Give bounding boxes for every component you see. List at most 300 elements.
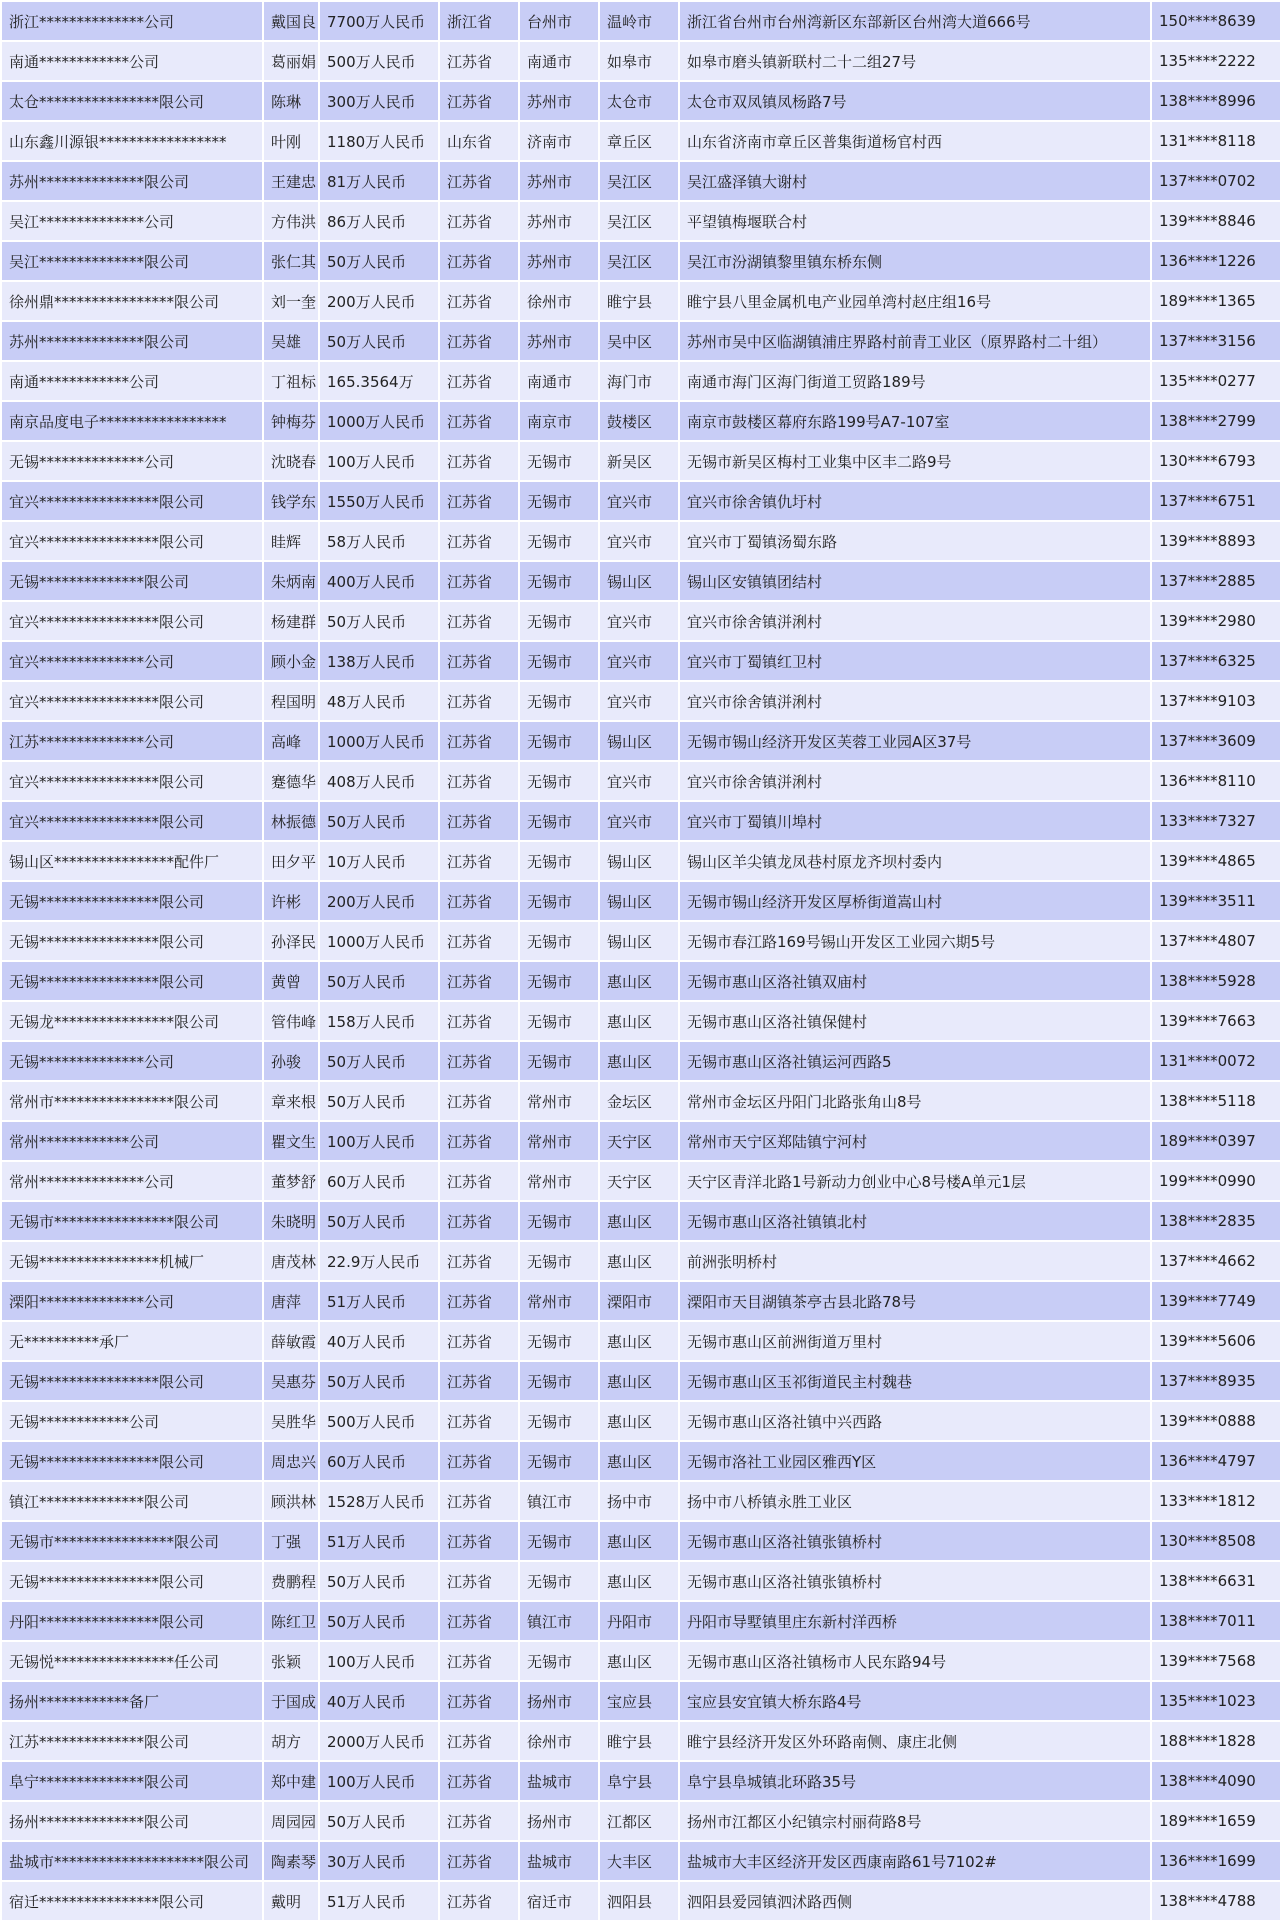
legal-rep-cell: 瞿文生 — [263, 1121, 319, 1161]
address-cell: 无锡市惠山区前洲街道万里村 — [679, 1321, 1151, 1361]
district-cell: 新吴区 — [599, 441, 679, 481]
address-cell: 天宁区青洋北路1号新动力创业中心8号楼A单元1层 — [679, 1161, 1151, 1201]
legal-rep-cell: 顾小金 — [263, 641, 319, 681]
legal-rep-cell: 钟梅芬 — [263, 401, 319, 441]
province-cell: 江苏省 — [439, 1081, 519, 1121]
city-cell: 盐城市 — [519, 1841, 599, 1881]
province-cell: 江苏省 — [439, 1241, 519, 1281]
table-row — [1, 241, 1280, 281]
table-row — [1, 1841, 1280, 1881]
table-body — [1, 1, 1280, 1920]
company-name-cell: 山东鑫川源银***************** — [1, 121, 263, 161]
registered-capital-cell: 50万人民币 — [319, 601, 439, 641]
company-name-cell: 宜兴****************限公司 — [1, 481, 263, 521]
address-cell: 宜兴市徐舍镇洴浰村 — [679, 601, 1151, 641]
province-cell: 江苏省 — [439, 41, 519, 81]
registered-capital-cell: 50万人民币 — [319, 1601, 439, 1641]
province-cell: 江苏省 — [439, 1881, 519, 1920]
company-name-cell: 无锡龙****************限公司 — [1, 1001, 263, 1041]
city-cell: 苏州市 — [519, 161, 599, 201]
address-cell: 南通市海门区海门街道工贸路189号 — [679, 361, 1151, 401]
registered-capital-cell: 50万人民币 — [319, 1081, 439, 1121]
company-name-cell: 宜兴**************公司 — [1, 641, 263, 681]
province-cell: 江苏省 — [439, 1201, 519, 1241]
district-cell: 宜兴市 — [599, 521, 679, 561]
phone-cell: 135****0277 — [1151, 361, 1280, 401]
district-cell: 惠山区 — [599, 1561, 679, 1601]
city-cell: 无锡市 — [519, 1521, 599, 1561]
city-cell: 常州市 — [519, 1281, 599, 1321]
city-cell: 徐州市 — [519, 281, 599, 321]
company-name-cell: 吴江**************公司 — [1, 201, 263, 241]
legal-rep-cell: 唐萍 — [263, 1281, 319, 1321]
registered-capital-cell: 1528万人民币 — [319, 1481, 439, 1521]
registered-capital-cell: 165.3564万 — [319, 361, 439, 401]
legal-rep-cell: 丁强 — [263, 1521, 319, 1561]
registered-capital-cell: 500万人民币 — [319, 41, 439, 81]
company-name-cell: 无锡****************限公司 — [1, 881, 263, 921]
registered-capital-cell: 60万人民币 — [319, 1441, 439, 1481]
district-cell: 大丰区 — [599, 1841, 679, 1881]
registered-capital-cell: 50万人民币 — [319, 1201, 439, 1241]
address-cell: 常州市金坛区丹阳门北路张角山8号 — [679, 1081, 1151, 1121]
phone-cell: 139****8893 — [1151, 521, 1280, 561]
registered-capital-cell: 408万人民币 — [319, 761, 439, 801]
legal-rep-cell: 沈晓春 — [263, 441, 319, 481]
registered-capital-cell: 51万人民币 — [319, 1521, 439, 1561]
phone-cell: 138****5928 — [1151, 961, 1280, 1001]
city-cell: 无锡市 — [519, 1001, 599, 1041]
phone-cell: 139****3511 — [1151, 881, 1280, 921]
province-cell: 江苏省 — [439, 1361, 519, 1401]
city-cell: 苏州市 — [519, 321, 599, 361]
company-name-cell: 无锡****************限公司 — [1, 1441, 263, 1481]
table-row — [1, 1361, 1280, 1401]
table-row — [1, 681, 1280, 721]
phone-cell: 150****8639 — [1151, 1, 1280, 41]
address-cell: 浙江省台州市台州湾新区东部新区台州湾大道666号 — [679, 1, 1151, 41]
legal-rep-cell: 朱炳南 — [263, 561, 319, 601]
district-cell: 惠山区 — [599, 1241, 679, 1281]
table-row — [1, 1761, 1280, 1801]
table-row — [1, 81, 1280, 121]
registered-capital-cell: 2000万人民币 — [319, 1721, 439, 1761]
district-cell: 章丘区 — [599, 121, 679, 161]
table-row — [1, 1081, 1280, 1121]
company-name-cell: 南通************公司 — [1, 361, 263, 401]
province-cell: 江苏省 — [439, 1281, 519, 1321]
table-row — [1, 121, 1280, 161]
company-name-cell: 无锡市****************限公司 — [1, 1521, 263, 1561]
phone-cell: 138****2799 — [1151, 401, 1280, 441]
city-cell: 无锡市 — [519, 1561, 599, 1601]
table-row — [1, 1721, 1280, 1761]
phone-cell: 139****5606 — [1151, 1321, 1280, 1361]
province-cell: 江苏省 — [439, 561, 519, 601]
province-cell: 江苏省 — [439, 1521, 519, 1561]
company-name-cell: 扬州************备厂 — [1, 1681, 263, 1721]
district-cell: 锡山区 — [599, 881, 679, 921]
table-row — [1, 1161, 1280, 1201]
registered-capital-cell: 51万人民币 — [319, 1881, 439, 1920]
registered-capital-cell: 1180万人民币 — [319, 121, 439, 161]
district-cell: 惠山区 — [599, 1441, 679, 1481]
company-name-cell: 江苏**************公司 — [1, 721, 263, 761]
company-name-cell: 无锡************公司 — [1, 1401, 263, 1441]
province-cell: 江苏省 — [439, 761, 519, 801]
city-cell: 无锡市 — [519, 601, 599, 641]
legal-rep-cell: 林振德 — [263, 801, 319, 841]
phone-cell: 131****0072 — [1151, 1041, 1280, 1081]
province-cell: 江苏省 — [439, 641, 519, 681]
phone-cell: 137****4662 — [1151, 1241, 1280, 1281]
district-cell: 锡山区 — [599, 721, 679, 761]
registered-capital-cell: 50万人民币 — [319, 321, 439, 361]
city-cell: 无锡市 — [519, 481, 599, 521]
registered-capital-cell: 58万人民币 — [319, 521, 439, 561]
address-cell: 太仓市双凤镇凤杨路7号 — [679, 81, 1151, 121]
registered-capital-cell: 1000万人民币 — [319, 921, 439, 961]
province-cell: 江苏省 — [439, 681, 519, 721]
company-name-cell: 无**********承厂 — [1, 1321, 263, 1361]
province-cell: 江苏省 — [439, 161, 519, 201]
province-cell: 江苏省 — [439, 361, 519, 401]
table-row — [1, 321, 1280, 361]
district-cell: 惠山区 — [599, 1321, 679, 1361]
registered-capital-cell: 100万人民币 — [319, 1641, 439, 1681]
legal-rep-cell: 蹇德华 — [263, 761, 319, 801]
phone-cell: 137****6751 — [1151, 481, 1280, 521]
legal-rep-cell: 陶素琴 — [263, 1841, 319, 1881]
registered-capital-cell: 200万人民币 — [319, 281, 439, 321]
province-cell: 江苏省 — [439, 1121, 519, 1161]
phone-cell: 139****4865 — [1151, 841, 1280, 881]
table-row — [1, 521, 1280, 561]
table-row — [1, 1041, 1280, 1081]
province-cell: 江苏省 — [439, 321, 519, 361]
city-cell: 无锡市 — [519, 1361, 599, 1401]
registered-capital-cell: 10万人民币 — [319, 841, 439, 881]
city-cell: 无锡市 — [519, 1321, 599, 1361]
company-name-cell: 吴江**************限公司 — [1, 241, 263, 281]
company-name-cell: 无锡****************限公司 — [1, 961, 263, 1001]
province-cell: 江苏省 — [439, 1481, 519, 1521]
registered-capital-cell: 138万人民币 — [319, 641, 439, 681]
phone-cell: 138****2835 — [1151, 1201, 1280, 1241]
address-cell: 宜兴市徐舍镇洴浰村 — [679, 761, 1151, 801]
table-row — [1, 1241, 1280, 1281]
table-row — [1, 921, 1280, 961]
registered-capital-cell: 100万人民币 — [319, 1761, 439, 1801]
address-cell: 常州市天宁区郑陆镇宁河村 — [679, 1121, 1151, 1161]
address-cell: 苏州市吴中区临湖镇浦庄界路村前青工业区（原界路村二十组） — [679, 321, 1151, 361]
company-name-cell: 宜兴****************限公司 — [1, 801, 263, 841]
company-name-cell: 太仓****************限公司 — [1, 81, 263, 121]
registered-capital-cell: 51万人民币 — [319, 1281, 439, 1321]
company-name-cell: 锡山区****************配件厂 — [1, 841, 263, 881]
company-name-cell: 无锡**************公司 — [1, 441, 263, 481]
address-cell: 盐城市大丰区经济开发区西康南路61号7102# — [679, 1841, 1151, 1881]
phone-cell: 139****7568 — [1151, 1641, 1280, 1681]
province-cell: 江苏省 — [439, 1001, 519, 1041]
phone-cell: 135****1023 — [1151, 1681, 1280, 1721]
district-cell: 宜兴市 — [599, 601, 679, 641]
company-name-cell: 浙江**************公司 — [1, 1, 263, 41]
address-cell: 无锡市新吴区梅村工业集中区丰二路9号 — [679, 441, 1151, 481]
legal-rep-cell: 张颖 — [263, 1641, 319, 1681]
registered-capital-cell: 50万人民币 — [319, 1041, 439, 1081]
phone-cell: 139****7663 — [1151, 1001, 1280, 1041]
address-cell: 宜兴市徐舍镇仇圩村 — [679, 481, 1151, 521]
registered-capital-cell: 100万人民币 — [319, 1121, 439, 1161]
city-cell: 无锡市 — [519, 1641, 599, 1681]
city-cell: 南通市 — [519, 361, 599, 401]
city-cell: 无锡市 — [519, 1401, 599, 1441]
province-cell: 江苏省 — [439, 721, 519, 761]
phone-cell: 189****0397 — [1151, 1121, 1280, 1161]
table-row — [1, 761, 1280, 801]
province-cell: 江苏省 — [439, 481, 519, 521]
company-name-cell: 无锡****************机械厂 — [1, 1241, 263, 1281]
province-cell: 江苏省 — [439, 1561, 519, 1601]
table-row — [1, 801, 1280, 841]
table-row — [1, 1521, 1280, 1561]
table-row — [1, 1601, 1280, 1641]
address-cell: 宝应县安宜镇大桥东路4号 — [679, 1681, 1151, 1721]
district-cell: 温岭市 — [599, 1, 679, 41]
address-cell: 南京市鼓楼区幕府东路199号A7-107室 — [679, 401, 1151, 441]
company-name-cell: 无锡市****************限公司 — [1, 1201, 263, 1241]
legal-rep-cell: 吴雄 — [263, 321, 319, 361]
legal-rep-cell: 戴国良 — [263, 1, 319, 41]
district-cell: 天宁区 — [599, 1161, 679, 1201]
district-cell: 吴江区 — [599, 201, 679, 241]
phone-cell: 136****8110 — [1151, 761, 1280, 801]
address-cell: 无锡市惠山区洛社镇运河西路5 — [679, 1041, 1151, 1081]
legal-rep-cell: 郑中建 — [263, 1761, 319, 1801]
district-cell: 惠山区 — [599, 1401, 679, 1441]
legal-rep-cell: 杨建群 — [263, 601, 319, 641]
district-cell: 睢宁县 — [599, 1721, 679, 1761]
province-cell: 江苏省 — [439, 801, 519, 841]
table-row — [1, 1281, 1280, 1321]
city-cell: 台州市 — [519, 1, 599, 41]
address-cell: 无锡市锡山经济开发区芙蓉工业园A区37号 — [679, 721, 1151, 761]
legal-rep-cell: 戴明 — [263, 1881, 319, 1920]
legal-rep-cell: 方伟洪 — [263, 201, 319, 241]
table-row — [1, 601, 1280, 641]
district-cell: 吴江区 — [599, 241, 679, 281]
city-cell: 苏州市 — [519, 201, 599, 241]
table-row — [1, 1001, 1280, 1041]
legal-rep-cell: 陈红卫 — [263, 1601, 319, 1641]
company-name-cell: 盐城市********************限公司 — [1, 1841, 263, 1881]
address-cell: 无锡市惠山区洛社镇保健村 — [679, 1001, 1151, 1041]
table-row — [1, 1881, 1280, 1920]
city-cell: 无锡市 — [519, 841, 599, 881]
city-cell: 南通市 — [519, 41, 599, 81]
phone-cell: 139****2980 — [1151, 601, 1280, 641]
company-name-cell: 常州**************公司 — [1, 1161, 263, 1201]
province-cell: 江苏省 — [439, 81, 519, 121]
legal-rep-cell: 于国成 — [263, 1681, 319, 1721]
registered-capital-cell: 86万人民币 — [319, 201, 439, 241]
province-cell: 江苏省 — [439, 281, 519, 321]
province-cell: 江苏省 — [439, 1441, 519, 1481]
phone-cell: 133****1812 — [1151, 1481, 1280, 1521]
district-cell: 宝应县 — [599, 1681, 679, 1721]
district-cell: 惠山区 — [599, 961, 679, 1001]
city-cell: 无锡市 — [519, 641, 599, 681]
city-cell: 无锡市 — [519, 441, 599, 481]
city-cell: 南京市 — [519, 401, 599, 441]
address-cell: 无锡市惠山区洛社镇张镇桥村 — [679, 1521, 1151, 1561]
legal-rep-cell: 吴惠芬 — [263, 1361, 319, 1401]
table-row — [1, 1641, 1280, 1681]
city-cell: 常州市 — [519, 1081, 599, 1121]
registered-capital-cell: 400万人民币 — [319, 561, 439, 601]
province-cell: 江苏省 — [439, 401, 519, 441]
phone-cell: 138****7011 — [1151, 1601, 1280, 1641]
city-cell: 无锡市 — [519, 1201, 599, 1241]
registered-capital-cell: 50万人民币 — [319, 801, 439, 841]
phone-cell: 138****4090 — [1151, 1761, 1280, 1801]
province-cell: 江苏省 — [439, 1721, 519, 1761]
legal-rep-cell: 朱晓明 — [263, 1201, 319, 1241]
district-cell: 太仓市 — [599, 81, 679, 121]
district-cell: 吴江区 — [599, 161, 679, 201]
city-cell: 镇江市 — [519, 1481, 599, 1521]
company-name-cell: 宜兴****************限公司 — [1, 681, 263, 721]
registered-capital-cell: 500万人民币 — [319, 1401, 439, 1441]
table-row — [1, 1321, 1280, 1361]
address-cell: 宜兴市丁蜀镇红卫村 — [679, 641, 1151, 681]
registered-capital-cell: 50万人民币 — [319, 241, 439, 281]
city-cell: 盐城市 — [519, 1761, 599, 1801]
phone-cell: 130****8508 — [1151, 1521, 1280, 1561]
district-cell: 阜宁县 — [599, 1761, 679, 1801]
city-cell: 济南市 — [519, 121, 599, 161]
district-cell: 溧阳市 — [599, 1281, 679, 1321]
address-cell: 宜兴市丁蜀镇川埠村 — [679, 801, 1151, 841]
address-cell: 无锡市惠山区洛社镇中兴西路 — [679, 1401, 1151, 1441]
legal-rep-cell: 薛敏霞 — [263, 1321, 319, 1361]
legal-rep-cell: 章来根 — [263, 1081, 319, 1121]
city-cell: 苏州市 — [519, 81, 599, 121]
registered-capital-cell: 81万人民币 — [319, 161, 439, 201]
province-cell: 江苏省 — [439, 881, 519, 921]
address-cell: 锡山区安镇镇团结村 — [679, 561, 1151, 601]
district-cell: 宜兴市 — [599, 681, 679, 721]
table-row — [1, 881, 1280, 921]
district-cell: 丹阳市 — [599, 1601, 679, 1641]
district-cell: 宜兴市 — [599, 481, 679, 521]
legal-rep-cell: 丁祖标 — [263, 361, 319, 401]
legal-rep-cell: 胡方 — [263, 1721, 319, 1761]
province-cell: 山东省 — [439, 121, 519, 161]
legal-rep-cell: 眭辉 — [263, 521, 319, 561]
city-cell: 无锡市 — [519, 921, 599, 961]
city-cell: 苏州市 — [519, 241, 599, 281]
table-row — [1, 961, 1280, 1001]
legal-rep-cell: 费鹏程 — [263, 1561, 319, 1601]
district-cell: 江都区 — [599, 1801, 679, 1841]
legal-rep-cell: 王建忠 — [263, 161, 319, 201]
district-cell: 泗阳县 — [599, 1881, 679, 1920]
address-cell: 阜宁县阜城镇北环路35号 — [679, 1761, 1151, 1801]
legal-rep-cell: 程国明 — [263, 681, 319, 721]
company-name-cell: 南京品度电子***************** — [1, 401, 263, 441]
company-name-cell: 无锡悦****************任公司 — [1, 1641, 263, 1681]
phone-cell: 133****7327 — [1151, 801, 1280, 841]
table-row — [1, 1, 1280, 41]
address-cell: 无锡市洛社工业园区雅西Y区 — [679, 1441, 1151, 1481]
city-cell: 无锡市 — [519, 561, 599, 601]
province-cell: 江苏省 — [439, 441, 519, 481]
province-cell: 江苏省 — [439, 201, 519, 241]
company-name-cell: 扬州**************限公司 — [1, 1801, 263, 1841]
registered-capital-cell: 1550万人民币 — [319, 481, 439, 521]
phone-cell: 199****0990 — [1151, 1161, 1280, 1201]
table-row — [1, 481, 1280, 521]
province-cell: 江苏省 — [439, 1321, 519, 1361]
province-cell: 江苏省 — [439, 241, 519, 281]
phone-cell: 138****8996 — [1151, 81, 1280, 121]
company-name-cell: 无锡**************公司 — [1, 1041, 263, 1081]
district-cell: 惠山区 — [599, 1361, 679, 1401]
address-cell: 宜兴市丁蜀镇汤蜀东路 — [679, 521, 1151, 561]
company-name-cell: 常州市****************限公司 — [1, 1081, 263, 1121]
company-name-cell: 无锡****************限公司 — [1, 921, 263, 961]
province-cell: 江苏省 — [439, 1401, 519, 1441]
city-cell: 无锡市 — [519, 881, 599, 921]
city-cell: 无锡市 — [519, 761, 599, 801]
phone-cell: 137****3609 — [1151, 721, 1280, 761]
legal-rep-cell: 叶刚 — [263, 121, 319, 161]
registered-capital-cell: 50万人民币 — [319, 1561, 439, 1601]
legal-rep-cell: 管伟峰 — [263, 1001, 319, 1041]
table-row — [1, 1201, 1280, 1241]
phone-cell: 188****1828 — [1151, 1721, 1280, 1761]
district-cell: 惠山区 — [599, 1641, 679, 1681]
city-cell: 宿迁市 — [519, 1881, 599, 1920]
address-cell: 无锡市惠山区洛社镇杨市人民东路94号 — [679, 1641, 1151, 1681]
phone-cell: 137****6325 — [1151, 641, 1280, 681]
registered-capital-cell: 50万人民币 — [319, 1801, 439, 1841]
province-cell: 江苏省 — [439, 1641, 519, 1681]
company-name-cell: 无锡****************限公司 — [1, 1561, 263, 1601]
phone-cell: 137****4807 — [1151, 921, 1280, 961]
address-cell: 无锡市惠山区玉祁街道民主村魏巷 — [679, 1361, 1151, 1401]
legal-rep-cell: 黄曾 — [263, 961, 319, 1001]
table-row — [1, 841, 1280, 881]
province-cell: 江苏省 — [439, 601, 519, 641]
district-cell: 惠山区 — [599, 1001, 679, 1041]
province-cell: 江苏省 — [439, 1841, 519, 1881]
city-cell: 无锡市 — [519, 681, 599, 721]
address-cell: 睢宁县八里金属机电产业园单湾村赵庄组16号 — [679, 281, 1151, 321]
district-cell: 宜兴市 — [599, 801, 679, 841]
phone-cell: 136****4797 — [1151, 1441, 1280, 1481]
registered-capital-cell: 40万人民币 — [319, 1321, 439, 1361]
company-name-cell: 常州************公司 — [1, 1121, 263, 1161]
address-cell: 吴江盛泽镇大谢村 — [679, 161, 1151, 201]
legal-rep-cell: 孙泽民 — [263, 921, 319, 961]
address-cell: 无锡市惠山区洛社镇镇北村 — [679, 1201, 1151, 1241]
legal-rep-cell: 田夕平 — [263, 841, 319, 881]
company-name-cell: 南通************公司 — [1, 41, 263, 81]
address-cell: 丹阳市导墅镇里庄东新村洋西桥 — [679, 1601, 1151, 1641]
